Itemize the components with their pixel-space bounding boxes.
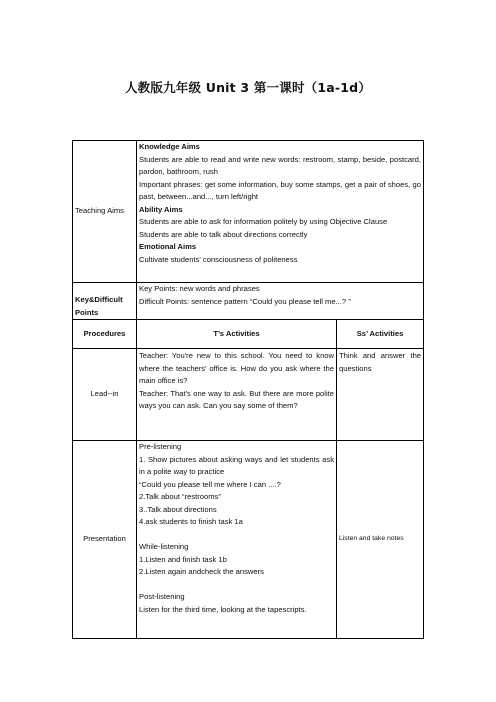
knowledge-aim-words: Students are able to read and write new words: restroom, stamp, beside, postcard, pardon, bathroom, rush (139, 154, 422, 176)
lead-in-label: Lead--in (90, 389, 119, 399)
lead-in-teacher-question: Teacher: You're new to this school. You need to know where the teachers' office is. How do you ask where the main office is? (139, 351, 334, 385)
lead-in-ss-text: Think and answer the questions (339, 351, 422, 373)
header-procedures-cell (73, 320, 137, 349)
teaching-aims-label-cell (73, 141, 137, 283)
pre-listening-heading: Pre-listening (139, 442, 182, 451)
presentation-ss-cell (337, 441, 424, 639)
lesson-plan-table (72, 140, 424, 639)
presentation-label-cell (73, 441, 137, 639)
emotional-aim-politeness: Cultivate students' consciousness of politeness (139, 254, 298, 264)
header-ss-cell (337, 320, 424, 349)
lead-in-row (73, 349, 424, 441)
presentation-ss-text: Listen and take notes (339, 535, 404, 543)
lead-in-teacher-followup: Teacher: That's one way to ask. But there are more polite ways you can ask. Can you say some of them? (139, 388, 334, 410)
pre-listening-step-4: 4.ask students to finish task 1a (139, 517, 243, 526)
header-procedures: Procedures (83, 328, 126, 338)
key-points-label: Key&Difficult Points (75, 295, 123, 317)
header-ts-activities: T’s Activities (213, 328, 260, 338)
key-points-row (73, 283, 424, 320)
pre-listening-step-1: 1. Show pictures about asking ways and let students ask in a polite way to practice (139, 454, 334, 476)
presentation-row (73, 441, 424, 639)
difficult-points-text: Difficult Points: sentence pattern “Could you please tell me...? ” (139, 296, 351, 306)
header-row (73, 320, 424, 349)
key-points-content (137, 283, 424, 320)
header-ss-activities: Ss’ Activities (356, 328, 404, 338)
key-points-label-cell (73, 283, 137, 320)
teaching-aims-label: Teaching Aims (75, 206, 124, 216)
spacer (139, 529, 334, 542)
ability-aims-heading: Ability Aims (139, 204, 183, 214)
header-ts-cell (137, 320, 337, 349)
ability-aim-directions: Students are able to talk about directions correctly (139, 229, 308, 239)
knowledge-aim-phrases: Important phrases: get some information, buy some stamps, get a pair of shoes, go past, between...and..., turn left/right (139, 179, 422, 201)
spacer (139, 579, 334, 592)
pre-listening-step-2: 2.Talk about “restrooms” (139, 492, 221, 501)
page-title: 人教版九年级 Unit 3 第一课时（1a-1d） (124, 80, 372, 95)
key-points-text: Key Points: new words and phrases (139, 284, 260, 293)
lead-in-label-cell (73, 349, 137, 441)
lead-in-ss-cell (337, 349, 424, 441)
presentation-label: Presentation (83, 534, 126, 544)
pre-listening-step-3: 3..Talk about directions (139, 504, 217, 514)
post-listening-step: Listen for the third time, looking at the tapescripts. (139, 604, 307, 614)
presentation-ts-cell (137, 441, 337, 639)
teaching-aims-row (73, 141, 424, 283)
knowledge-aims-heading: Knowledge Aims (139, 142, 200, 151)
while-listening-step-2: 2.Listen again andcheck the answers (139, 567, 264, 576)
while-listening-heading: While-listening (139, 542, 189, 551)
lead-in-ts-cell (137, 349, 337, 441)
teaching-aims-content (137, 141, 424, 283)
post-listening-heading: Post-listening (139, 592, 185, 601)
while-listening-step-1: 1.Listen and finish task 1b (139, 554, 227, 564)
pre-listening-sentence: “Could you please tell me where I can ....? (139, 479, 281, 489)
emotional-aims-heading: Emotional Aims (139, 242, 197, 251)
ability-aim-clause: Students are able to ask for information politely by using Objective Clause (139, 217, 388, 226)
